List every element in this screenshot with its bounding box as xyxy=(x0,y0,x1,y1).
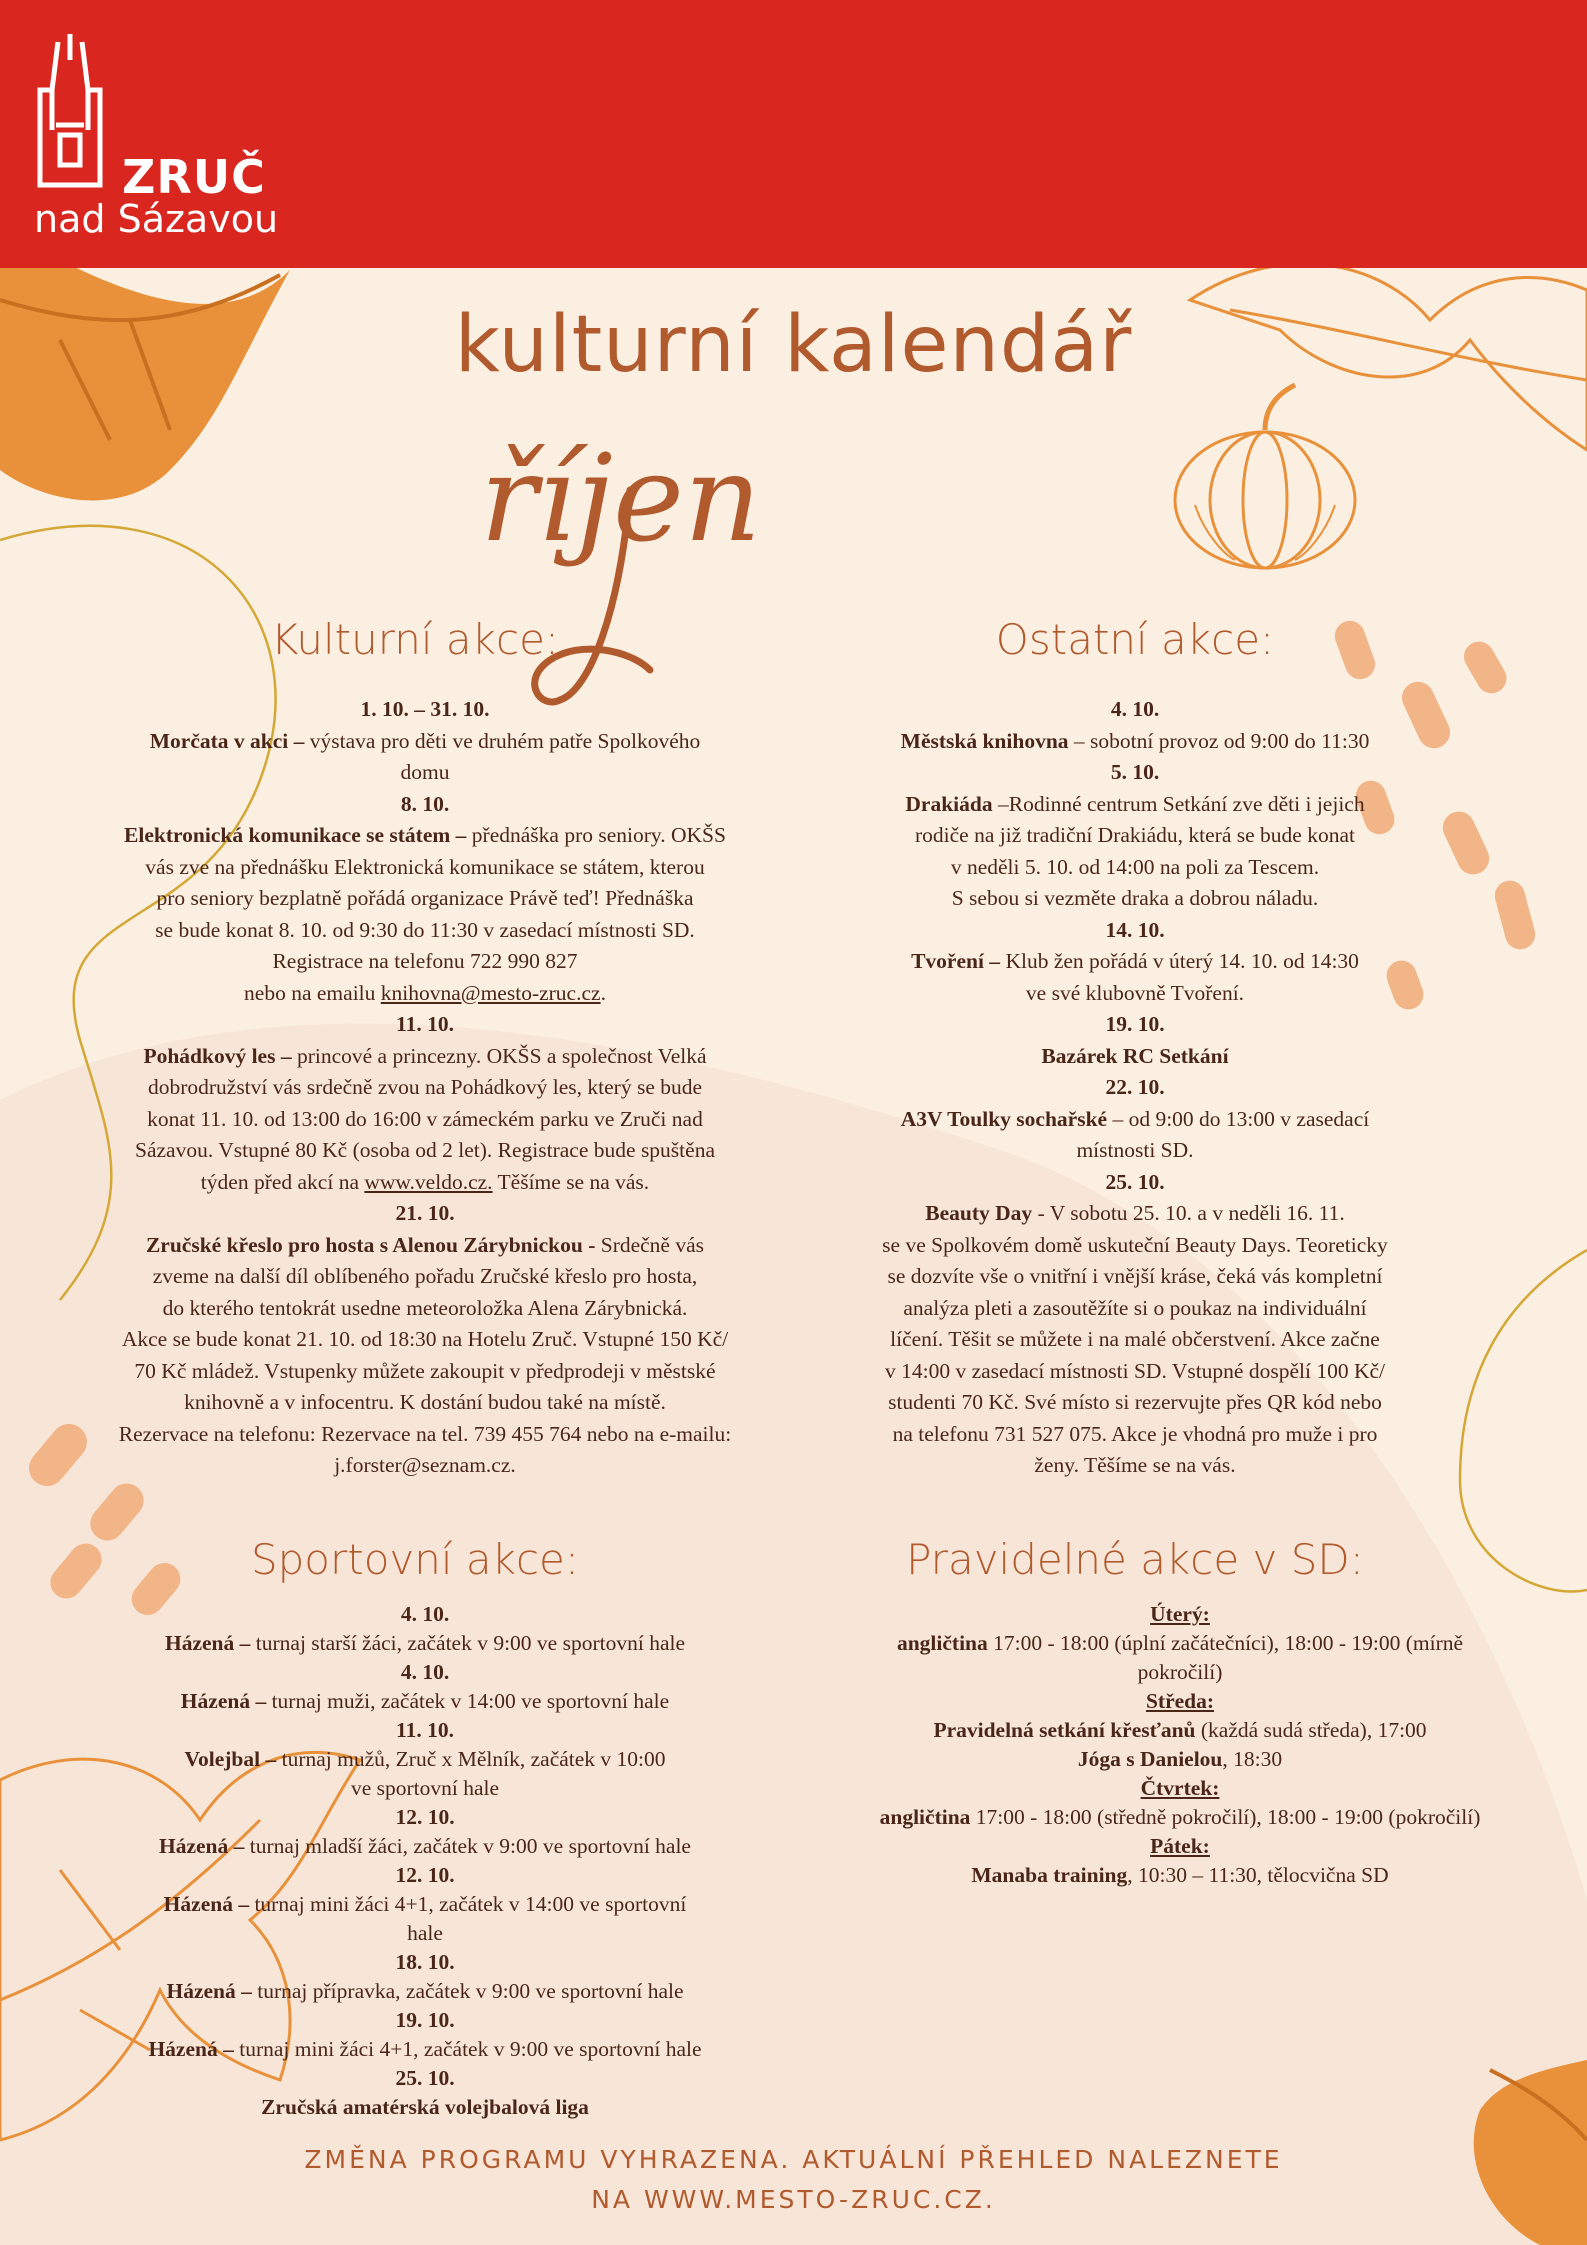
event-line: Házená – turnaj starší žáci, začátek v 9:00 ve sportovní hale xyxy=(164,1631,686,1655)
event-line: pokročilí) xyxy=(1137,1660,1223,1684)
event-line: A3V Toulky sochařské – od 9:00 do 13:00 v zasedací xyxy=(900,1106,1370,1131)
event-line: dobrodružství vás srdečně zvou na Pohádkový les, který se bude xyxy=(147,1075,703,1099)
event-link[interactable]: knihovna@mesto-zruc.cz xyxy=(380,980,601,1005)
event-line: Městská knihovna – sobotní provoz od 9:00 do 11:30 xyxy=(900,728,1370,753)
event-date: 12. 10. xyxy=(395,1863,455,1887)
event-date: 25. 10. xyxy=(395,2066,455,2090)
event-line: ženy. Těšíme se na vás. xyxy=(1034,1453,1236,1477)
event-line: 70 Kč mládež. Vstupenky můžete zakoupit v předprodeji v městské xyxy=(134,1358,716,1383)
event-line: studenti 70 Kč. Své místo si rezervujte přes QR kód nebo xyxy=(888,1390,1382,1414)
event-line: knihovně a v infocentru. K dostání budou také na místě. xyxy=(184,1390,666,1414)
event-line: Házená – turnaj muži, začátek v 14:00 ve sportovní hale xyxy=(180,1689,670,1713)
town-name: ZRUČ xyxy=(122,150,266,204)
event-line: domu xyxy=(400,760,450,784)
event-date: 14. 10. xyxy=(1105,917,1165,942)
event-line: Manaba training, 10:30 – 11:30, tělocvična SD xyxy=(971,1863,1389,1887)
castle-tower-icon xyxy=(30,30,110,190)
ostatni-events-list xyxy=(730,694,1540,1482)
event-line: Beauty Day - V sobotu 25. 10. a v neděli 16. 11. xyxy=(925,1201,1345,1225)
day-heading: Pátek: xyxy=(1150,1834,1210,1858)
event-line: Bazárek RC Setkání xyxy=(1041,1043,1229,1068)
event-line: Házená – turnaj mini žáci 4+1, začátek v 14:00 ve sportovní xyxy=(163,1892,687,1916)
header-bar xyxy=(0,0,1587,268)
day-heading: Úterý: xyxy=(1150,1602,1210,1626)
section-title-sportovni: Sportovní akce: xyxy=(250,1535,580,1584)
event-line: vás zve na přednášku Elektronická komunikace se státem, kterou xyxy=(145,854,705,879)
town-subtitle: nad Sázavou xyxy=(34,197,279,241)
event-line: Házená – turnaj mini žáci 4+1, začátek v 9:00 ve sportovní hale xyxy=(148,2037,702,2061)
event-line: Drakiáda –Rodinné centrum Setkání zve děti i jejich xyxy=(905,791,1365,816)
event-line: j.forster@seznam.cz. xyxy=(334,1453,516,1477)
event-line: v neděli 5. 10. od 14:00 na poli za Tescem. xyxy=(950,854,1320,879)
event-date: 4. 10. xyxy=(1110,697,1160,721)
event-link[interactable]: www.veldo.cz. xyxy=(364,1169,493,1194)
event-date: 19. 10. xyxy=(395,2008,455,2032)
event-line: angličtina 17:00 - 18:00 (středně pokročilí), 18:00 - 19:00 (pokročilí) xyxy=(879,1805,1481,1829)
month-title xyxy=(470,430,1130,730)
section-title-pravidelne: Pravidelné akce v SD: xyxy=(906,1535,1364,1584)
footer-note xyxy=(0,2140,1587,2220)
event-line: ve své klubovně Tvoření. xyxy=(1025,980,1245,1005)
kulturni-events-list xyxy=(25,694,825,1482)
event-line: Zručská amatérská volejbalová liga xyxy=(261,2095,589,2119)
event-line: Pravidelná setkání křesťanů (každá sudá středa), 17:00 xyxy=(933,1718,1427,1742)
event-date: 11. 10. xyxy=(396,1718,454,1742)
footer-line-1: ZMĚNA PROGRAMU VYHRAZENA. AKTUÁLNÍ PŘEHLED NALEZNETE xyxy=(304,2145,1283,2174)
event-date: 25. 10. xyxy=(1105,1169,1165,1194)
event-line: Zručské křeslo pro hosta s Alenou Zárybnickou - Srdečně vás xyxy=(145,1232,705,1257)
event-line: do kterého tentokrát usedne meteoroložka Alena Zárybnická. xyxy=(162,1295,688,1320)
event-line: Pohádkový les – princové a princezny. OKŠS a společnost Velká xyxy=(143,1043,707,1068)
event-date: 21. 10. xyxy=(395,1201,455,1225)
event-line: Jóga s Danielou, 18:30 xyxy=(1077,1747,1283,1771)
event-line: Morčata v akci – výstava pro děti ve druhém patře Spolkového xyxy=(149,728,701,753)
footer-line-2: NA WWW.MESTO-ZRUC.CZ. xyxy=(591,2185,996,2214)
event-line: v 14:00 v zasedací místnosti SD. Vstupné dospělí 100 Kč/ xyxy=(884,1358,1386,1383)
event-line: Házená – turnaj mladší žáci, začátek v 9:00 ve sportovní hale xyxy=(159,1834,691,1858)
event-date: 4. 10. xyxy=(400,1602,450,1626)
page-title: kulturní kalendář xyxy=(454,300,1133,390)
event-line: líčení. Těšit se můžete i na malé občerstvení. Akce začne xyxy=(890,1327,1380,1351)
event-line: na telefonu 731 527 075. Akce je vhodná pro muže i pro xyxy=(892,1421,1378,1446)
event-line: ve sportovní hale xyxy=(350,1776,500,1800)
event-line: Rezervace na telefonu: Rezervace na tel. 739 455 764 nebo na e-mailu: xyxy=(118,1421,732,1446)
event-date: 18. 10. xyxy=(395,1950,455,1974)
event-line: se bude konat 8. 10. od 9:30 do 11:30 v zasedací místnosti SD. xyxy=(155,917,695,942)
event-date: 12. 10. xyxy=(395,1805,455,1829)
event-date: 8. 10. xyxy=(400,791,450,816)
event-line: Tvoření – Klub žen pořádá v úterý 14. 10. od 14:30 xyxy=(911,949,1359,973)
event-line: nebo na emailu knihovna@mesto-zruc.cz. xyxy=(244,980,606,1005)
event-line: analýza pleti a zasoutěžíte si o poukaz na individuální xyxy=(903,1295,1367,1320)
event-line: Sázavou. Vstupné 80 Kč (osoba od 2 let). Registrace bude spuštěna xyxy=(135,1138,715,1162)
event-line: Akce se bude konat 21. 10. od 18:30 na Hotelu Zruč. Vstupné 150 Kč/ xyxy=(121,1327,729,1351)
event-line: angličtina 17:00 - 18:00 (úplní začátečníci), 18:00 - 19:00 (mírně xyxy=(896,1631,1464,1655)
event-date: 22. 10. xyxy=(1105,1075,1165,1099)
event-line: konat 11. 10. od 13:00 do 16:00 v zámeckém parku ve Zruči nad xyxy=(147,1106,703,1131)
event-line: se dozvíte vše o vnitřní i vnější kráse, čeká vás kompletní xyxy=(887,1264,1383,1288)
day-heading: Středa: xyxy=(1145,1689,1215,1713)
section-title-kulturni: Kulturní akce: xyxy=(270,615,560,664)
event-line: Házená – turnaj přípravka, začátek v 9:00 ve sportovní hale xyxy=(166,1979,684,2003)
event-line: pro seniory bezplatně pořádá organizace Právě teď! Přednáška xyxy=(156,886,694,910)
month-text: říjen xyxy=(480,430,762,569)
event-line: S sebou si vezměte draka a dobrou náladu. xyxy=(951,886,1319,910)
day-heading: Čtvrtek: xyxy=(1140,1776,1220,1800)
event-line: se ve Spolkovém domě uskuteční Beauty Days. Teoreticky xyxy=(882,1232,1388,1257)
section-title-ostatni: Ostatní akce: xyxy=(995,615,1275,664)
event-date: 11. 10. xyxy=(396,1012,454,1036)
event-line: Volejbal – turnaj mužů, Zruč x Mělník, začátek v 10:00 xyxy=(184,1747,666,1771)
event-date: 19. 10. xyxy=(1105,1012,1165,1036)
event-line: rodiče na již tradiční Drakiádu, která se bude konat xyxy=(915,823,1355,847)
event-line: týden před akcí na www.veldo.cz. Těšíme se na vás. xyxy=(200,1169,650,1194)
event-line: Elektronická komunikace se státem – přednáška pro seniory. OKŠS xyxy=(124,823,726,847)
event-line: Registrace na telefonu 722 990 827 xyxy=(272,949,578,973)
event-date: 1. 10. – 31. 10. xyxy=(360,697,490,721)
pravidelne-events-list xyxy=(790,1600,1570,1890)
event-line: hale xyxy=(407,1921,443,1945)
event-line: zveme na další díl oblíbeného pořadu Zručské křeslo pro hosta, xyxy=(152,1264,698,1288)
event-date: 4. 10. xyxy=(400,1660,450,1684)
sportovni-events-list xyxy=(25,1600,825,2122)
event-line: místnosti SD. xyxy=(1076,1138,1194,1162)
event-date: 5. 10. xyxy=(1110,760,1160,784)
pumpkin-icon xyxy=(1165,375,1365,575)
